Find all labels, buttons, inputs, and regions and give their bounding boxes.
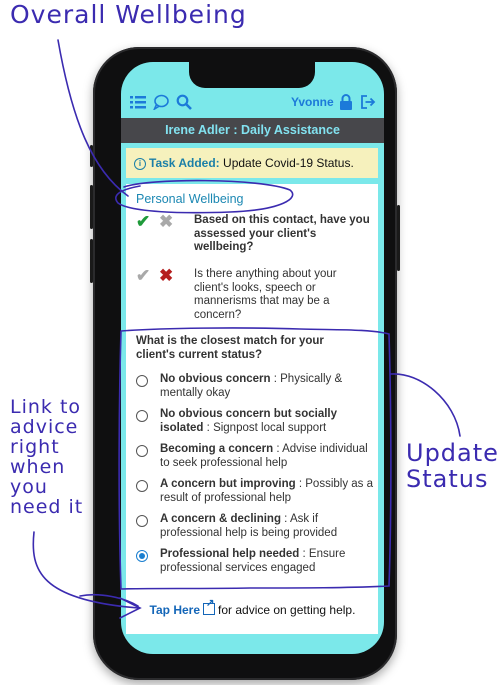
option-label: A concern & declining bbox=[160, 513, 281, 525]
radio-button[interactable] bbox=[136, 515, 148, 527]
footer-text: for advice on getting help. bbox=[218, 603, 356, 617]
option-detail: Signpost local support bbox=[213, 421, 327, 434]
annotation-overall-wellbeing: Overall Wellbeing bbox=[10, 0, 247, 29]
logout-icon[interactable] bbox=[360, 94, 376, 115]
option-detail: Advise individual to seek professional help bbox=[160, 443, 368, 469]
advice-footer bbox=[121, 603, 384, 625]
annotation-update-status: Update Status bbox=[406, 439, 499, 494]
speech-bubble-icon[interactable] bbox=[153, 94, 169, 115]
question-assessed-wellbeing: Based on this contact, have you assessed your client's wellbeing? bbox=[194, 214, 370, 253]
volume-up-button bbox=[90, 185, 93, 229]
option-label: Becoming a concern bbox=[160, 443, 274, 455]
question-looks-speech: Is there anything about your client's looks, speech or mannerisms that may be a concern? bbox=[194, 268, 337, 321]
phone-notch bbox=[189, 62, 315, 88]
tap-here-link[interactable]: Tap Here bbox=[149, 603, 201, 617]
option-detail: Possibly as a result of professional help bbox=[160, 478, 374, 504]
check-icon[interactable]: ✔ bbox=[136, 212, 151, 231]
option-label: No obvious concern but socially isolated bbox=[160, 408, 338, 434]
banner-tag: Task Added: bbox=[149, 156, 220, 170]
power-button bbox=[397, 205, 400, 271]
user-name[interactable]: Yvonne bbox=[291, 95, 334, 109]
radio-button[interactable] bbox=[136, 480, 148, 492]
info-icon: i bbox=[134, 158, 146, 170]
radio-button-selected[interactable] bbox=[136, 550, 148, 562]
list-icon[interactable] bbox=[130, 94, 146, 115]
volume-down-button bbox=[90, 239, 93, 283]
page-title: Irene Adler : Daily Assistance bbox=[121, 118, 384, 143]
option-detail: Ensure professional services engaged bbox=[160, 548, 346, 574]
app-toolbar bbox=[121, 88, 384, 118]
option-label: Professional help needed bbox=[160, 548, 300, 560]
task-added-banner bbox=[126, 148, 378, 178]
wellbeing-card: Personal Wellbeing ✔ ✖ Based on this contact, have you assessed your client's wellbeing? ✔ ✖ Is there anything about your client's looks, speech or mannerisms that may be a concern? What is the closest match for your client's current status? No obvious concern : Physically & mentally okay No obvious concern but socially isolated : Signpost local support Becoming a concern : Advise individual to seek professional help A concern but improving : Possibly as a result of professional help A concern & declining : Ask if professional help is being provided Professional help needed : Ensure professional services engaged bbox=[126, 184, 378, 634]
radio-button[interactable] bbox=[136, 410, 148, 422]
option-label: No obvious concern bbox=[160, 373, 271, 385]
search-icon[interactable] bbox=[176, 94, 192, 115]
status-question: What is the closest match for your client's current status? bbox=[136, 335, 324, 361]
option-detail: Physically & mentally okay bbox=[160, 373, 343, 399]
cross-icon[interactable]: ✖ bbox=[159, 266, 174, 285]
radio-button[interactable] bbox=[136, 375, 148, 387]
cross-icon[interactable]: ✖ bbox=[159, 212, 174, 231]
check-icon[interactable]: ✔ bbox=[136, 266, 151, 285]
banner-text: Update Covid-19 Status. bbox=[223, 156, 354, 170]
external-link-icon[interactable] bbox=[203, 603, 215, 615]
section-title-personal-wellbeing: Personal Wellbeing bbox=[136, 192, 244, 206]
mute-switch bbox=[90, 145, 93, 167]
radio-button[interactable] bbox=[136, 445, 148, 457]
lock-icon[interactable] bbox=[339, 94, 353, 115]
option-detail: Ask if professional help is being provided bbox=[160, 513, 338, 539]
option-label: A concern but improving bbox=[160, 478, 296, 490]
phone-screen bbox=[121, 62, 384, 654]
annotation-link-advice: Link to advice right when you need it bbox=[10, 396, 84, 518]
